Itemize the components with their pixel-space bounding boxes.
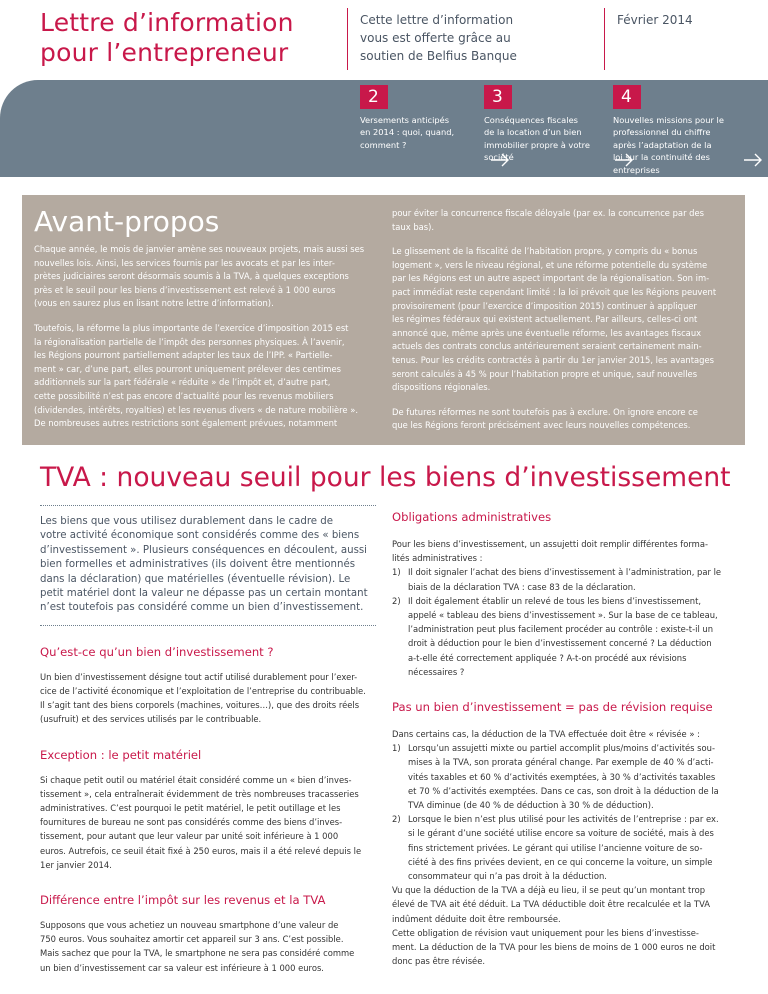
- section-text: Pour les biens d’investissement, un assujetti doit remplir différentes forma- lités administratives :: [392, 539, 708, 564]
- section-heading: Qu’est-ce qu’un bien d’investissement ?: [40, 644, 274, 659]
- section-heading: Pas un bien d’investissement = pas de révision requise: [392, 700, 713, 715]
- teaser-band: [0, 80, 768, 177]
- article-intro: Les biens que vous utilisez durablement dans le cadre de votre activité économique sont considérés comme des « biens d’investissement ». Plusieurs conséquences en découlent, aussi bien formelles et administratives (ils doivent être mentionnés dans la déclaration) que matérielles (éventuelle révision). Le petit matériel dont la valeur ne dépasse pas un certain montant n’est toutefois pas considéré comme un bien d’investissement.: [40, 505, 376, 626]
- list-item: 1) Lorsqu’un assujetti mixte ou partiel accomplit plus/moins d’activités sou- mises à la TVA, son prorata général change. Par exemple de 40 % d’acti- vités taxables et 60 % d’activités exemptées, à 30 % d’activités taxables et 70 % d’activités exemptées. Dans ce cas, son droit à la déduction de la TVA diminue (de 40 % de déduction à 30 % de déduction).: [392, 743, 719, 811]
- teaser-link-page-3[interactable]: [484, 80, 634, 177]
- obligations-list: [392, 565, 728, 679]
- foreword-right-column: [392, 207, 737, 444]
- article-title: TVA : nouveau seuil pour les biens d’investissement: [40, 462, 731, 493]
- section-text: Vu que la déduction de la TVA a déjà eu lieu, il se peut qu’un montant trop élevé de TVA ait été déduit. La TVA déductible doit être recalculée et la TVA indûment déduite doit être remboursée. Cette obligation de révision vaut uniquement pour les biens d’investisse- ment. La déduction de la TVA pour les biens de moins de 1 000 euros ne doit donc pas être révisée.: [392, 885, 716, 967]
- page-number-badge: 4: [613, 85, 641, 109]
- section-text: Dans certains cas, la déduction de la TVA effectuée doit être « révisée » :: [392, 729, 700, 740]
- arrow-right-icon: [743, 152, 763, 168]
- list-item: 2) Il doit également établir un relevé de tous les biens d’investissement, appelé « tableau des biens d’investissement ». Sur la base de ce tableau, l’administration peut plus facilement procéder au contrôle : existe-t-il un droit à déduction pour le bien d’investissement concerné ? La déduction a-t-elle été correctement appliquée ? A-t-on procédé aux révisions nécessaires ?: [392, 595, 718, 677]
- masthead-divider: [347, 8, 348, 70]
- sponsor-note: Cette lettre d’information vous est offerte grâce au soutien de Belfius Banque: [360, 13, 517, 63]
- masthead-divider: [604, 8, 605, 70]
- teaser-text: Versements anticipés en 2014 : quoi, quand, comment ?: [360, 115, 455, 150]
- foreword-left-column: [34, 243, 378, 442]
- section-heading: Exception : le petit matériel: [40, 747, 202, 762]
- article-left-column: [40, 505, 376, 975]
- foreword-paragraph: Le glissement de la fiscalité de l’habitation propre, y compris du « bonus logement », vers le niveau régional, et une réforme potentielle du système par les Régions est un autre aspect important de la régionalisation. Son im- pact immédiat reste cependant limité : la loi prévoit que les Régions peuvent provisoirement (pour l’exercice d’imposition 2015) continuer à appliquer les régimes fédéraux qui existent actuellement. Par ailleurs, celles-ci ont annoncé que, même après une éventuelle réforme, les avantages fiscaux actuels des contrats conclus antérieurement seraient certainement main- tenus. Pour les crédits contractés à partir du 1er janvier 2015, les avantages seront calculés à 45 % pour l’habitation propre et unique, sauf nouvelles dispositions régionales.: [392, 246, 717, 393]
- article-right-column: [392, 505, 728, 968]
- teaser-text: Conséquences fiscales de la location d’un bien immobilier propre à votre société: [484, 115, 590, 163]
- section-text: Si chaque petit outil ou matériel était considéré comme un « bien d’inves- tissement », cela entraînerait évidemment de très nombreuses tracasseries administratives. C’est pourquoi le petit matériel, le petit outillage et les fournitures de bureau ne sont pas considérés comme des biens d’inves- tissement, pour autant que leur valeur par unité soit inférieure à 1 000 euros. Autrefois, ce seuil était fixé à 250 euros, mais il a été relevé depuis le 1er janvier 2014.: [40, 774, 362, 870]
- page-number-badge: 2: [360, 85, 388, 109]
- list-item: 1) Il doit signaler l’achat des biens d’investissement à l’administration, par le biais de la déclaration TVA : case 83 de la déclaration.: [392, 567, 722, 592]
- list-item: 2) Lorsque le bien n’est plus utilisé pour les activités de l’entreprise : par ex. si le gérant d’une société utilise encore sa voiture de société, mais à des fins strictement privées. Le gérant qui utilise l’ancienne voiture de so- ciété à des fins privées devient, en ce qui concerne la voiture, un simple consommateur qui n’a pas droit à la déduction.: [392, 814, 719, 882]
- section-heading: Différence entre l’impôt sur les revenus et la TVA: [40, 893, 326, 908]
- revision-cases-list: [392, 741, 728, 883]
- section-text: Un bien d’investissement désigne tout actif utilisé durablement pour l’exer- cice de l’activité économique et l’exploitation de l’entreprise du contribuable. Il s’agit tant des biens corporels (machines, voitures…), que des droits réels (usufruit) et des services utilisés par le contribuable.: [40, 671, 366, 725]
- masthead: [0, 0, 768, 80]
- teaser-text: Nouvelles missions pour le professionnel du chiffre après l’adaptation de la loi sur la continuité des entreprises: [613, 115, 724, 175]
- foreword-paragraph: Toutefois, la réforme la plus importante de l’exercice d’imposition 2015 est la régionalisation partielle de l’impôt des personnes physiques. À l’avenir, les Régions pourront partiellement adapter les taux de l’IPP. « Partielle- ment » car, d’une part, elles pourront uniquement prélever des centimes additionnels sur la part fédérale « réduite » de l’impôt et, d’autre part, cette possibilité n’est pas encore d’actualité pour les revenus mobiliers (dividendes, intérêts, royalties) et les revenus divers « de nature mobilière ». De nombreuses autres restrictions sont également prévues, notamment: [34, 322, 359, 429]
- section-text: Supposons que vous achetiez un nouveau smartphone d’une valeur de 750 euros. Vous souhaitez amortir cet appareil sur 3 ans. C’est possible. Mais sachez que pour la TVA, le smartphone ne sera pas considéré comme un bien d’investissement car sa valeur est inférieure à 1 000 euros.: [40, 920, 355, 973]
- issue-date: Février 2014: [617, 13, 693, 27]
- foreword-title: Avant-propos: [34, 205, 220, 238]
- foreword-paragraph: pour éviter la concurrence fiscale déloyale (par ex. la concurrence par des taux bas).: [392, 208, 704, 232]
- teaser-link-page-4[interactable]: [613, 80, 763, 177]
- foreword-box: [22, 195, 745, 445]
- foreword-paragraph: Chaque année, le mois de janvier amène ses nouveaux projets, mais aussi ses nouvelles lois. Ainsi, les services fournis par les avocats et par les inter- prètes judiciaires seront désormais soumis à la TVA, à quelques exceptions près et le seuil pour les biens d’investissement est relevé à 1 000 euros (vous en saurez plus en lisant notre lettre d’information).: [34, 244, 365, 309]
- page-number-badge: 3: [484, 85, 512, 109]
- foreword-paragraph: De futures réformes ne sont toutefois pas à exclure. On ignore encore ce que les Régions feront précisément avec leurs nouvelles compétences.: [392, 406, 698, 431]
- newsletter-title: Lettre d’information pour l’entrepreneur: [40, 8, 294, 67]
- section-heading: Obligations administratives: [392, 510, 552, 524]
